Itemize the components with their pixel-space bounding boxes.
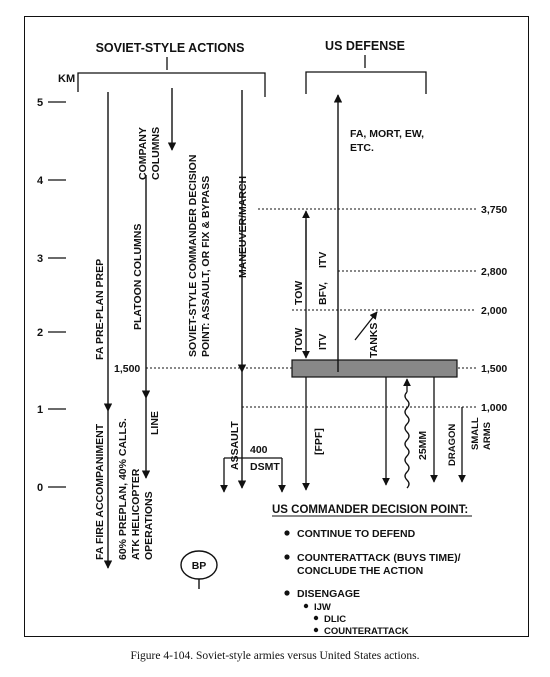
- km-tick-0: 0: [37, 482, 44, 494]
- engagement-bar: [292, 360, 457, 377]
- tow-lower-label: TOW: [293, 327, 305, 352]
- range-1000: 1,000: [481, 402, 508, 414]
- fa-fire-accompaniment-label: FA FIRE ACCOMPANIMENT: [94, 423, 106, 560]
- bfv-label: BFV,: [317, 282, 329, 305]
- preplan-note-2: ATK HELICOPTER: [130, 468, 142, 560]
- itv-lower-label: ITV: [317, 333, 329, 350]
- bullet-3: [284, 590, 289, 595]
- maneuver-march-label: MANEUVER/MARCH: [237, 175, 249, 278]
- itv-upper-label: ITV: [317, 251, 329, 268]
- small-arms-label-1: SMALL: [470, 417, 481, 450]
- km-tick-1: 1: [37, 404, 44, 416]
- bp-label: BP: [191, 560, 207, 572]
- km-tick-5: 5: [37, 97, 44, 109]
- dragon-label: DRAGON: [447, 423, 458, 466]
- km-tick-4: 4: [37, 175, 44, 187]
- line-label: LINE: [149, 411, 161, 435]
- fpf-label: [FPF]: [313, 428, 325, 455]
- soviet-decision-point-1: SOVIET-STYLE COMMANDER DECISION: [187, 154, 199, 357]
- fa-mort-ew-label-2: ETC.: [350, 142, 374, 154]
- sub-bullet-2: [314, 616, 318, 620]
- company-columns-label-2: COLUMNS: [150, 126, 162, 180]
- us-commander-title: US COMMANDER DECISION POINT:: [272, 504, 469, 516]
- dsmt-label: DSMT: [250, 461, 280, 473]
- fa-preplan-prep-label: FA PRE-PLAN PREP: [94, 258, 106, 360]
- us-bracket: [306, 72, 426, 94]
- bullet-2: [284, 554, 289, 559]
- company-columns-label-1: COMPANY: [137, 127, 149, 180]
- range-2800: 2,800: [481, 266, 508, 278]
- us-cmd-item-1: CONTINUE TO DEFEND: [297, 528, 416, 540]
- sub-bullet-3: [314, 628, 318, 632]
- us-cmd-subitem-1: IJW: [314, 602, 331, 613]
- us-cmd-item-2b: CONCLUDE THE ACTION: [297, 565, 424, 577]
- preplan-note-1: 60% PREPLAN, 40% CALLS.: [117, 418, 129, 560]
- soviet-decision-point-2: POINT: ASSAULT, OR FIX & BYPASS: [200, 175, 212, 357]
- assault-label: ASSAULT: [229, 421, 241, 470]
- range-3750: 3,750: [481, 204, 508, 216]
- dsmt-range: 400: [250, 444, 268, 456]
- small-arms-label-2: ARMS: [482, 422, 493, 450]
- us-cmd-item-2: COUNTERATTACK (BUYS TIME)/: [297, 552, 461, 564]
- fa-mort-ew-label-1: FA, MORT, EW,: [350, 128, 425, 140]
- sub-bullet-1: [304, 604, 308, 608]
- range-1500-left: 1,500: [114, 363, 141, 375]
- km-unit: KM: [58, 73, 76, 85]
- soviet-header: SOVIET-STYLE ACTIONS: [95, 41, 245, 55]
- us-header: US DEFENSE: [325, 39, 405, 53]
- 25mm-label: 25MM: [417, 430, 429, 460]
- preplan-note-3: OPERATIONS: [143, 491, 155, 560]
- bullet-1: [284, 530, 289, 535]
- us-cmd-subitem-2: DLIC: [324, 614, 347, 625]
- km-tick-3: 3: [37, 253, 44, 265]
- range-1500-right: 1,500: [481, 363, 508, 375]
- tow-upper-label: TOW: [293, 280, 305, 305]
- figure-caption: Figure 4-104. Soviet-style armies versus United States actions.: [130, 650, 420, 662]
- range-2000: 2,000: [481, 305, 508, 317]
- us-cmd-subitem-3: COUNTERATTACK: [324, 626, 409, 637]
- platoon-columns-label: PLATOON COLUMNS: [132, 223, 144, 330]
- tanks-label: TANKS: [368, 322, 380, 358]
- us-cmd-item-3: DISENGAGE: [297, 588, 361, 600]
- 25mm-squiggle: [405, 392, 409, 488]
- km-tick-2: 2: [37, 327, 44, 339]
